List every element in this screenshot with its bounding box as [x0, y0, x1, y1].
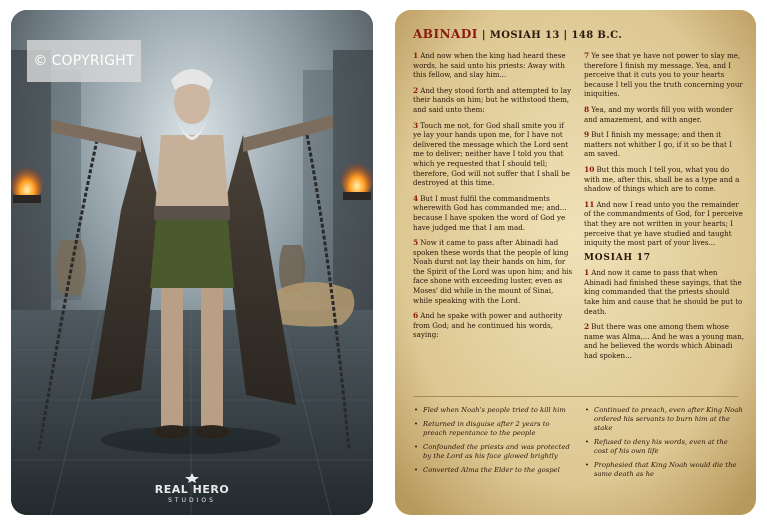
brand-subtitle: STUDIOS: [168, 497, 216, 504]
verse: 7 Ye see that ye have not power to slay me, therefore I finish my message. Yea, and I perceive that it cuts you to your hearts because I tell you the truth concerning your iniquities.: [584, 51, 743, 99]
verse: 9 But I finish my message; and then it matters not whither I go, if it so be that I am saved.: [584, 130, 732, 159]
verse: 5 Now it came to pass after Abinadi had spoken these words that the people of king Noah durst not lay their hands on him, for the Spirit of the Lord was upon him; and his face shone with exceeding luster, even as Moses' did while in the mount of Sinai, while speaking with the Lord.: [413, 238, 573, 305]
character-name: ABINADI: [413, 27, 478, 41]
card-header: [413, 27, 738, 41]
verse: 3 Touch me not, for God shall smite you if ye lay your hands upon me, for I have not delivered the message which the Lord sent me to deliver; neither have I told you that which ye requested that I should tell; therefore, God will not suffer that I shall be destroyed at this time.: [413, 120, 570, 188]
facts-list-left: [413, 406, 573, 480]
verse: 8 Yea, and my words fill you with wonder and amazement, and with anger.: [584, 104, 733, 124]
list-item: • Converted Alma the Elder to the gospel: [413, 466, 573, 475]
verse: 11 And now I read unto you the remainder of the commandments of God, for I perceive that they are not written in your hearts; I perceive that ye have studied and taught iniquity the most part of your lives...: [584, 199, 743, 248]
abinadi-illustration: [11, 10, 373, 515]
scripture-card-back: [395, 10, 756, 515]
copyright-watermark: [27, 40, 141, 82]
scripture-column-left: [413, 51, 573, 346]
character-card-front: [11, 10, 373, 515]
list-item: • Confounded the priests and was protected by the Lord as his face glowed brightly: [413, 443, 573, 461]
verse: 1 And now it came to pass that when Abinadi had finished these sayings, that the king commanded that the priests should take him and cause that he should be put to death.: [584, 268, 743, 316]
verse: 2 And they stood forth and attempted to lay their hands on him; but he withstood them, and said unto them:: [413, 85, 572, 114]
list-item: • Refused to deny his words, even at the cost of his own life: [584, 438, 744, 456]
verse: 6 And he spake with power and authority from God; and he continued his words, saying:: [413, 311, 563, 340]
scripture-reference: | MOSIAH 13 | 148 B.C.: [481, 30, 623, 41]
divider: [413, 396, 738, 397]
verse: 4 But I must fulfil the commandments wherewith God has commanded me; and... because I have spoken the word of God ye have judged me that I am mad.: [413, 193, 567, 232]
verse: 10 But this much I tell you, what you do with me, after this, shall be as a type and a shadow of things which are to come.: [584, 164, 740, 194]
verse: 2 But there was one among them whose name was Alma,... And he was a young man, and he believed the words which Abinadi had spoken...: [584, 322, 744, 361]
list-item: • Continued to preach, even after King Noah ordered his servants to burn him at the stake: [584, 406, 744, 433]
hero-emblem-icon: [185, 473, 199, 483]
list-item: • Returned in disguise after 2 years to preach repentance to the people: [413, 420, 573, 438]
scripture-column-right: [584, 51, 744, 367]
real-hero-studios-logo: [11, 473, 373, 504]
facts-list-right: [584, 406, 744, 484]
copyright-text: COPYRIGHT: [51, 53, 135, 69]
copyright-icon: ©: [33, 53, 48, 69]
verse: 1 And now when the king had heard these words, he said unto his priests: Away with this fellow, and slay him...: [413, 51, 566, 80]
list-item: • Prophesied that King Noah would die the same death as he: [584, 461, 744, 479]
brand-name: REAL HERO: [154, 483, 230, 496]
list-item: • Fled when Noah's people tried to kill him: [413, 406, 573, 415]
section-heading: MOSIAH 17: [584, 252, 651, 263]
